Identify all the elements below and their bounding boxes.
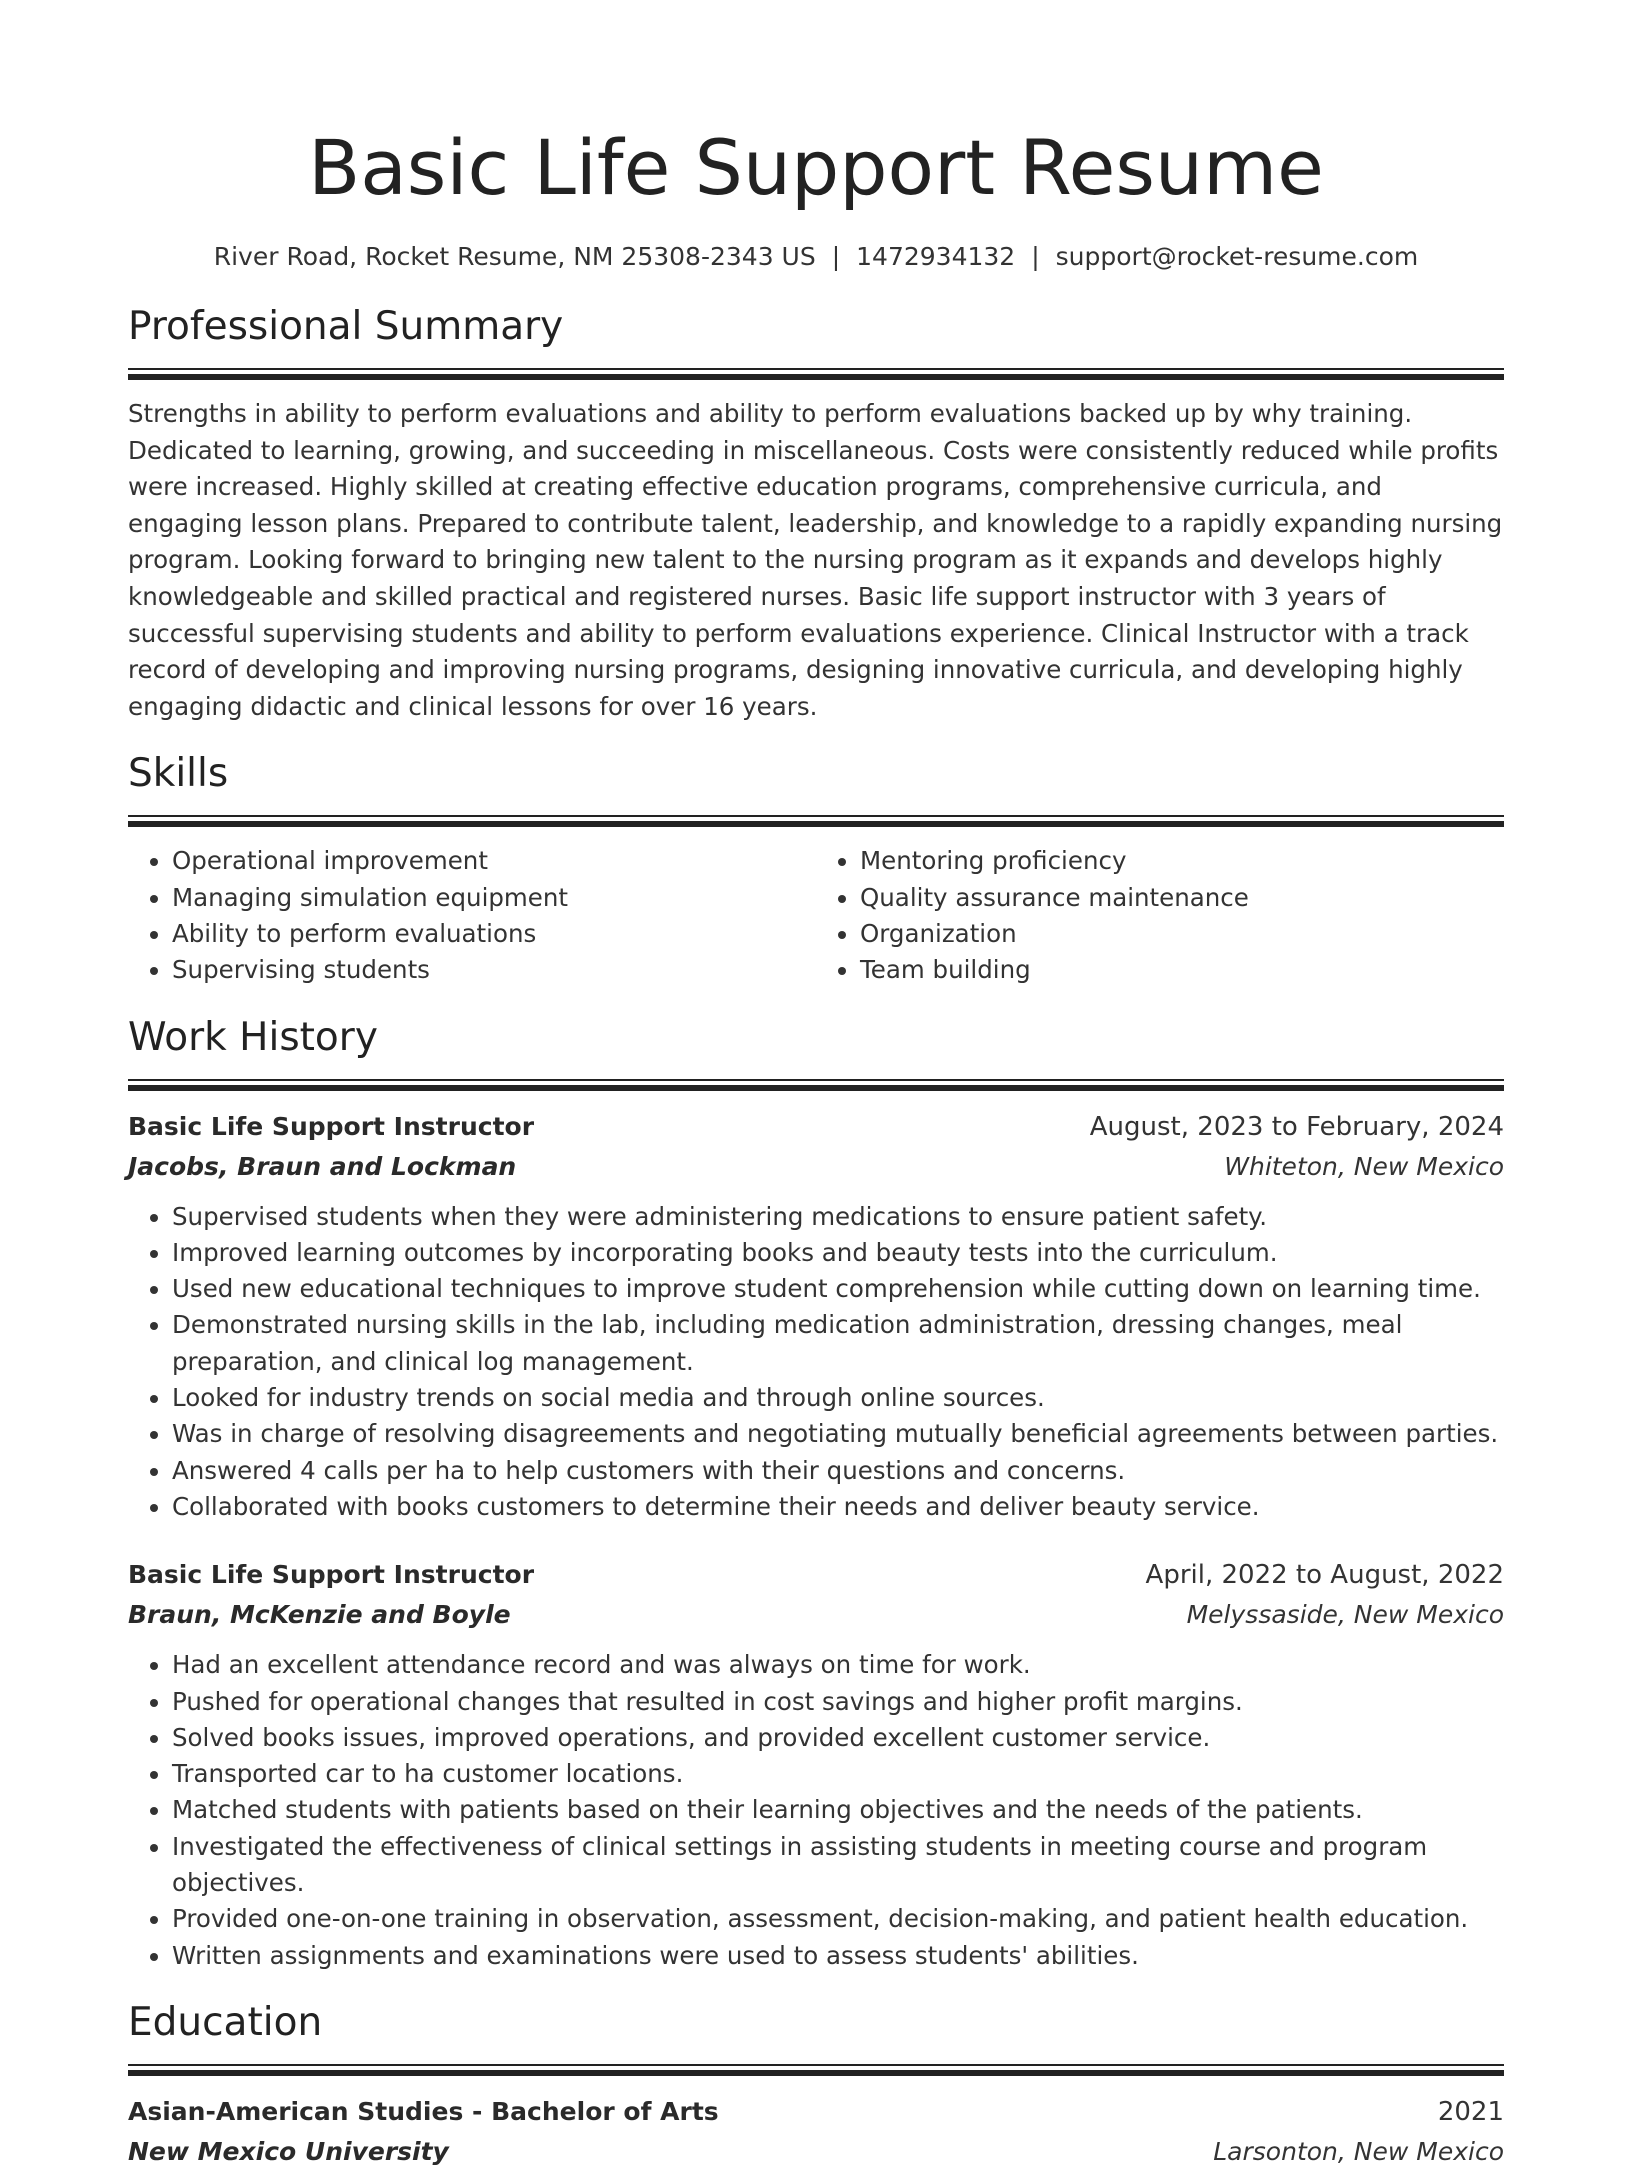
skills-section xyxy=(128,749,1504,988)
skill-item: • Managing simulation equipment xyxy=(172,880,816,916)
job-header xyxy=(128,1555,1504,1595)
education-degree: Asian-American Studies - Bachelor of Arts xyxy=(128,2096,719,2126)
skills-columns xyxy=(128,843,1504,988)
job-bullet: • Was in charge of resolving disagreements and negotiating mutually beneficial agreements between parties. xyxy=(172,1416,1504,1452)
job-dates: August, 2023 to February, 2024 xyxy=(1089,1111,1504,1142)
education-school: New Mexico University xyxy=(128,2136,449,2166)
section-divider xyxy=(128,2064,1504,2076)
job-bullet: • Supervised students when they were administering medications to ensure patient safety. xyxy=(172,1199,1504,1235)
work-heading: Work History xyxy=(128,1014,378,1060)
education-subheader xyxy=(128,2132,1504,2172)
job-bullet: • Provided one-on-one training in observation, assessment, decision-making, and patient health education. xyxy=(172,1901,1504,1937)
job-title: Basic Life Support Instructor xyxy=(128,1111,535,1141)
job-location: Melyssaside, New Mexico xyxy=(1186,1600,1504,1630)
job-bullet: • Written assignments and examinations were used to assess students' abilities. xyxy=(172,1938,1504,1974)
job-entry xyxy=(128,1107,1504,1526)
skill-item: • Mentoring proficiency xyxy=(860,843,1504,879)
job-company: Braun, McKenzie and Boyle xyxy=(128,1600,511,1630)
job-bullet: • Pushed for operational changes that resulted in cost savings and higher profit margins. xyxy=(172,1684,1504,1720)
job-bullet: • Investigated the effectiveness of clinical settings in assisting students in meeting course and program objectives. xyxy=(172,1829,1504,1902)
summary-text: Strengths in ability to perform evaluations and ability to perform evaluations backed up by why training. Dedicated to learning, growing, and succeeding in miscellaneous. Costs were consistently reduced while profits were increased. Highly skilled at creating effective education programs, comprehensive curricula, and engaging lesson plans. Prepared to contribute talent, leadership, and knowledge to a rapidly expanding nursing program. Looking forward to bringing new talent to the nursing program as it expands and develops highly knowledgeable and skilled practical and registered nurses. Basic life support instructor with 3 years of successful supervising students and ability to perform evaluations experience. Clinical Instructor with a track record of developing and improving nursing programs, designing innovative curricula, and developing highly engaging didactic and clinical lessons for over 16 years. xyxy=(128,399,1503,721)
job-bullet: • Transported car to ha customer locations. xyxy=(172,1756,1504,1792)
skill-item: • Operational improvement xyxy=(172,843,816,879)
contact-email: support@rocket-resume.com xyxy=(1055,242,1419,271)
job-bullet: • Improved learning outcomes by incorporating books and beauty tests into the curriculum. xyxy=(172,1235,1504,1271)
skill-item: • Supervising students xyxy=(172,952,816,988)
job-bullet: • Answered 4 calls per ha to help customers with their questions and concerns. xyxy=(172,1453,1504,1489)
job-entry xyxy=(128,1555,1504,1974)
education-section xyxy=(128,1998,1504,2172)
resume-name: Basic Life Support Resume xyxy=(308,123,1324,212)
job-bullet: • Demonstrated nursing skills in the lab, including medication administration, dressing changes, meal preparation, and clinical log management. xyxy=(172,1307,1504,1380)
section-divider xyxy=(128,368,1504,380)
skills-column-right xyxy=(816,843,1504,988)
job-bullet: • Had an excellent attendance record and was always on time for work. xyxy=(172,1647,1504,1683)
section-divider xyxy=(128,815,1504,827)
skills-list-right xyxy=(816,843,1504,988)
job-subheader xyxy=(128,1595,1504,1635)
skill-item: • Team building xyxy=(860,952,1504,988)
job-company: Jacobs, Braun and Lockman xyxy=(128,1151,517,1181)
contact-address: River Road, Rocket Resume, NM 25308-2343 US xyxy=(213,242,816,271)
job-bullet: • Matched students with patients based on their learning objectives and the needs of the patients. xyxy=(172,1792,1504,1828)
job-bullet: • Solved books issues, improved operations, and provided excellent customer service. xyxy=(172,1720,1504,1756)
education-year: 2021 xyxy=(1437,2096,1504,2127)
skills-list-left xyxy=(128,843,816,988)
contact-separator: | xyxy=(831,242,841,271)
job-subheader xyxy=(128,1147,1504,1187)
section-divider xyxy=(128,1079,1504,1091)
job-bullet: • Collaborated with books customers to determine their needs and deliver beauty service. xyxy=(172,1489,1504,1525)
contact-separator: | xyxy=(1031,242,1040,271)
skills-column-left xyxy=(128,843,816,988)
job-bullet: • Looked for industry trends on social media and through online sources. xyxy=(172,1380,1504,1416)
summary-heading: Professional Summary xyxy=(128,304,564,349)
education-location: Larsonton, New Mexico xyxy=(1213,2136,1504,2166)
job-location: Whiteton, New Mexico xyxy=(1224,1151,1504,1181)
skills-heading: Skills xyxy=(128,751,229,797)
skill-item: • Ability to perform evaluations xyxy=(172,916,816,952)
job-dates: April, 2022 to August, 2022 xyxy=(1145,1560,1504,1591)
job-bullets xyxy=(128,1199,1504,1526)
skill-item: • Quality assurance maintenance xyxy=(860,880,1504,916)
education-entry xyxy=(128,2092,1504,2172)
summary-section xyxy=(128,302,1504,725)
job-bullets xyxy=(128,1647,1504,1974)
contact-line xyxy=(128,240,1504,274)
contact-phone: 1472934132 xyxy=(856,242,1016,271)
job-title: Basic Life Support Instructor xyxy=(128,1560,535,1590)
skill-item: • Organization xyxy=(860,916,1504,952)
work-section xyxy=(128,1013,1504,1974)
job-bullet: • Used new educational techniques to improve student comprehension while cutting down on learning time. xyxy=(172,1271,1504,1307)
job-header xyxy=(128,1107,1504,1147)
education-heading: Education xyxy=(128,1999,323,2045)
